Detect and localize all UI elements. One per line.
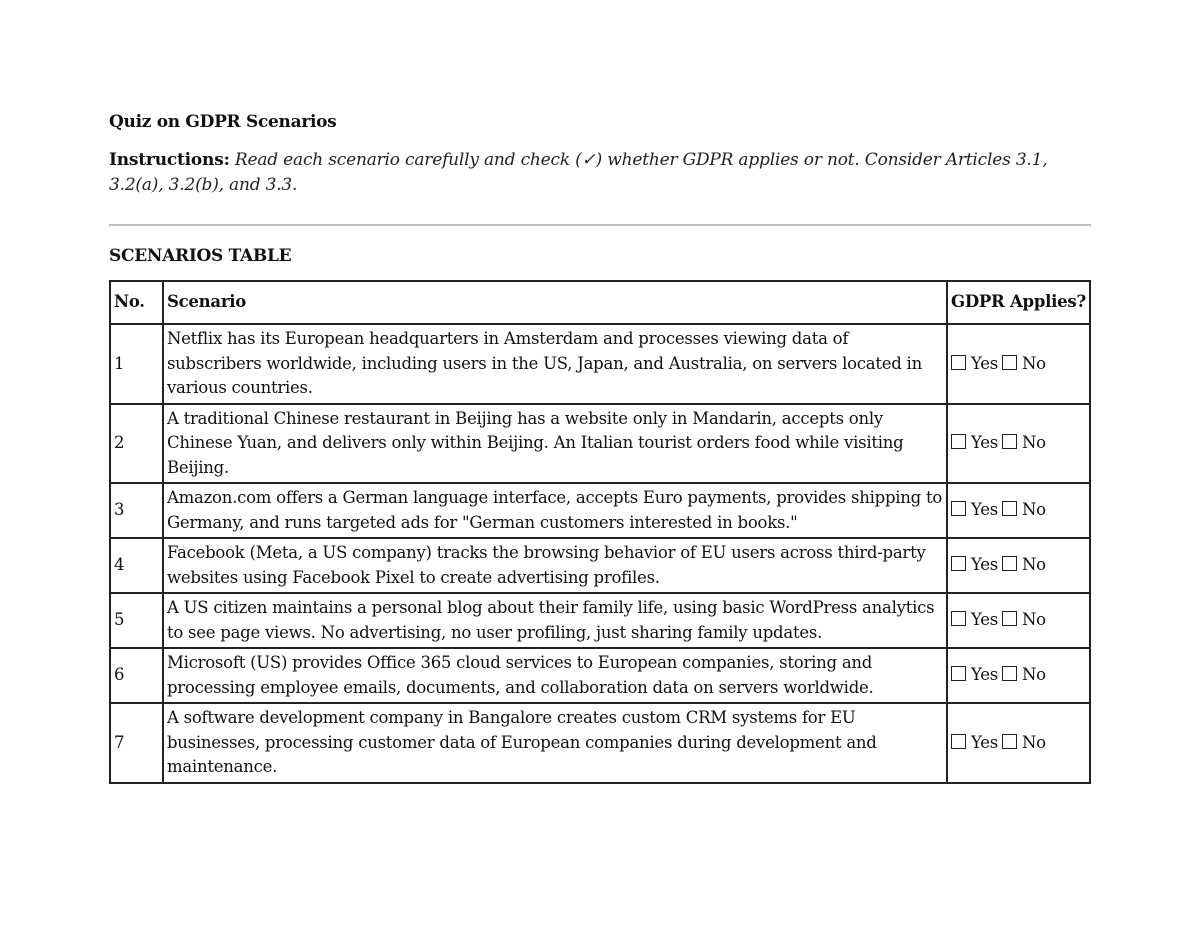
divider [109, 224, 1091, 226]
row-number: 7 [110, 703, 163, 783]
table-row [110, 404, 1090, 484]
option-no[interactable] [1002, 665, 1046, 684]
no-checkbox[interactable] [1002, 434, 1017, 449]
table-row [110, 483, 1090, 538]
yes-checkbox[interactable] [951, 611, 966, 626]
yes-label: Yes [970, 500, 998, 520]
no-checkbox[interactable] [1002, 611, 1017, 626]
gdpr-applies-cell [947, 324, 1090, 404]
yes-checkbox[interactable] [951, 556, 966, 571]
option-yes[interactable] [951, 354, 998, 373]
no-checkbox[interactable] [1002, 666, 1017, 681]
table-row [110, 324, 1090, 404]
yes-checkbox[interactable] [951, 434, 966, 449]
row-number: 6 [110, 648, 163, 703]
header-scenario: Scenario [163, 281, 947, 324]
yes-checkbox[interactable] [951, 501, 966, 516]
scenario-text: A traditional Chinese restaurant in Beijing has a website only in Mandarin, accepts only Chinese Yuan, and delivers only within Beijing. An Italian tourist orders food while visiting Beijing. [163, 404, 947, 484]
scenario-text: Netflix has its European headquarters in Amsterdam and processes viewing data of subscribers worldwide, including users in the US, Japan, and Australia, on servers located in various countries. [163, 324, 947, 404]
row-number: 2 [110, 404, 163, 484]
option-yes[interactable] [951, 610, 998, 629]
table-header-row [110, 281, 1090, 324]
scenario-text: Amazon.com offers a German language interface, accepts Euro payments, provides shipping to Germany, and runs targeted ads for "German customers interested in books." [163, 483, 947, 538]
gdpr-applies-cell [947, 404, 1090, 484]
option-no[interactable] [1002, 354, 1046, 373]
instructions-text: Read each scenario carefully and check (✓) whether GDPR applies or not. Consider Articles 3.1, 3.2(a), 3.2(b), and 3.3. [109, 150, 1048, 195]
no-label: No [1021, 665, 1046, 685]
yes-checkbox[interactable] [951, 355, 966, 370]
instructions [109, 148, 1091, 198]
option-yes[interactable] [951, 555, 998, 574]
instructions-label: Instructions: [109, 150, 230, 170]
scenarios-table [109, 280, 1091, 784]
yes-label: Yes [970, 555, 998, 575]
scenario-text: A software development company in Bangalore creates custom CRM systems for EU businesses, processing customer data of European companies during development and maintenance. [163, 703, 947, 783]
no-label: No [1021, 433, 1046, 452]
no-checkbox[interactable] [1002, 501, 1017, 516]
gdpr-applies-cell [947, 538, 1090, 593]
scenario-text: A US citizen maintains a personal blog about their family life, using basic WordPress analytics to see page views. No advertising, no user profiling, just sharing family updates. [163, 593, 947, 648]
no-label: No [1021, 500, 1046, 520]
no-label: No [1021, 610, 1046, 630]
scenario-text: Microsoft (US) provides Office 365 cloud services to European companies, storing and processing employee emails, documents, and collaboration data on servers worldwide. [163, 648, 947, 703]
gdpr-applies-cell [947, 703, 1090, 783]
yes-label: Yes [970, 610, 998, 630]
table-body [110, 324, 1090, 783]
option-yes[interactable] [951, 433, 998, 452]
header-no: No. [110, 281, 163, 324]
gdpr-applies-cell [947, 648, 1090, 703]
option-yes[interactable] [951, 733, 998, 752]
yes-label: Yes [970, 665, 998, 685]
row-number: 1 [110, 324, 163, 404]
table-row [110, 648, 1090, 703]
yes-checkbox[interactable] [951, 666, 966, 681]
yes-label: Yes [970, 732, 998, 752]
header-gdpr-applies: GDPR Applies? [947, 281, 1090, 324]
gdpr-applies-cell [947, 483, 1090, 538]
row-number: 3 [110, 483, 163, 538]
option-no[interactable] [1002, 500, 1046, 519]
scenario-text: Facebook (Meta, a US company) tracks the browsing behavior of EU users across third-party websites using Facebook Pixel to create advertising profiles. [163, 538, 947, 593]
row-number: 5 [110, 593, 163, 648]
table-row [110, 593, 1090, 648]
table-row [110, 538, 1090, 593]
no-checkbox[interactable] [1002, 355, 1017, 370]
table-row [110, 703, 1090, 783]
quiz-page [109, 110, 1091, 784]
option-yes[interactable] [951, 500, 998, 519]
no-label: No [1021, 732, 1046, 752]
no-checkbox[interactable] [1002, 734, 1017, 749]
quiz-title: Quiz on GDPR Scenarios [109, 112, 337, 132]
option-no[interactable] [1002, 433, 1046, 452]
option-no[interactable] [1002, 555, 1046, 574]
option-no[interactable] [1002, 733, 1046, 752]
yes-label: Yes [970, 353, 998, 373]
gdpr-applies-cell [947, 593, 1090, 648]
no-checkbox[interactable] [1002, 556, 1017, 571]
option-no[interactable] [1002, 610, 1046, 629]
no-label: No [1021, 555, 1046, 575]
section-title: SCENARIOS TABLE [109, 246, 292, 266]
yes-label: Yes [970, 433, 998, 452]
yes-checkbox[interactable] [951, 734, 966, 749]
row-number: 4 [110, 538, 163, 593]
no-label: No [1021, 353, 1046, 373]
option-yes[interactable] [951, 665, 998, 684]
